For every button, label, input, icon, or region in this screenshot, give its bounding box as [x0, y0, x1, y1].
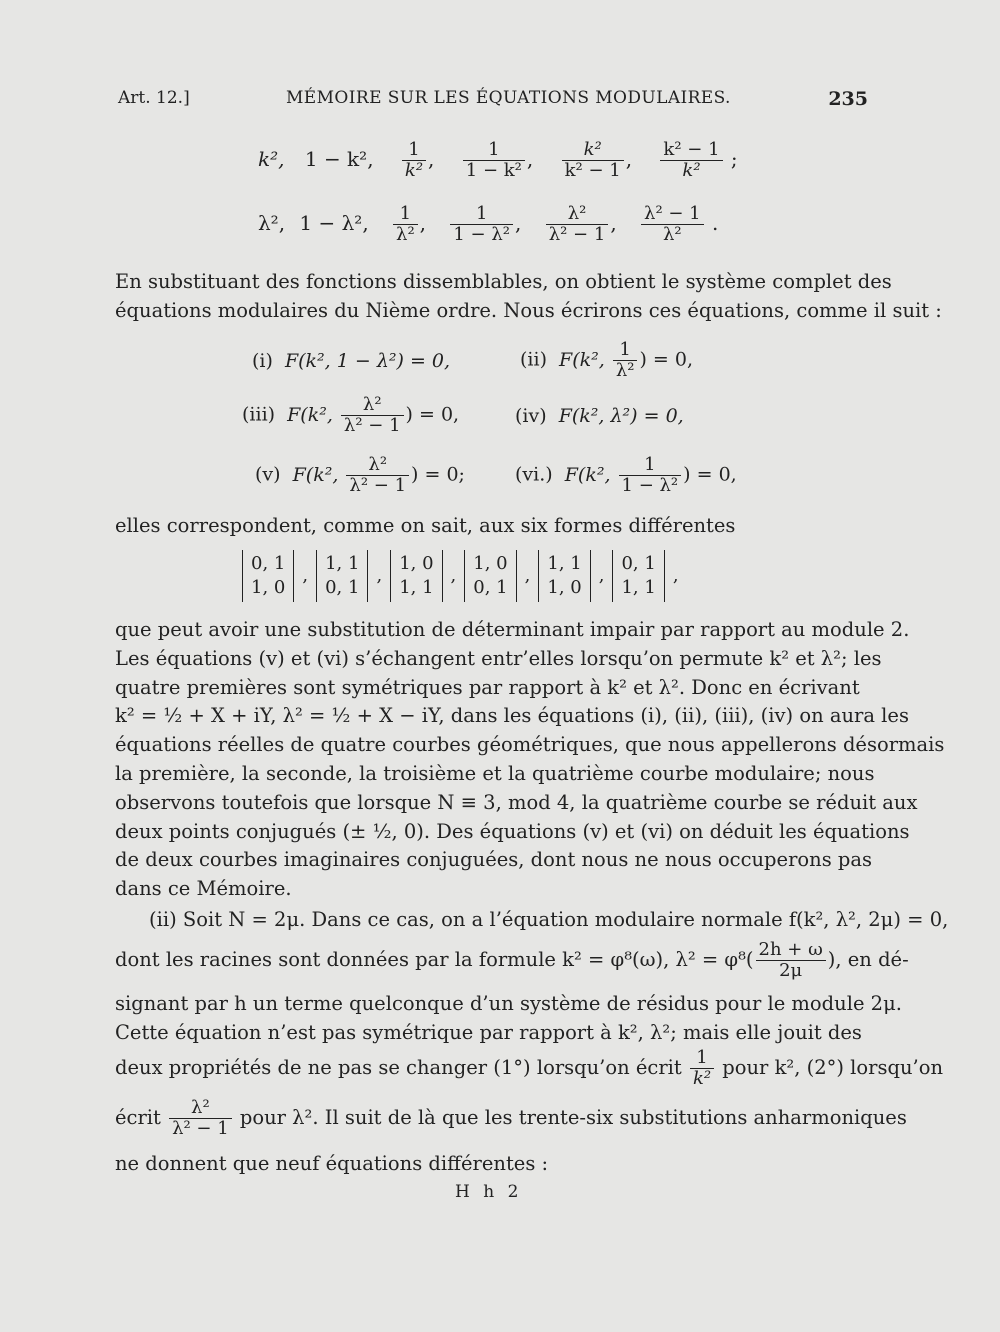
term: 1 − k²,	[304, 147, 380, 171]
matrix: 1, 0 1, 1	[390, 550, 442, 602]
text-line: dans ce Mémoire.	[115, 877, 292, 901]
text-line: k² = ½ + X + iY, λ² = ½ + X − iY, dans les équations (i), (ii), (iii), (iv) on aura les	[115, 704, 909, 728]
text-line: Cette équation n’est pas symétrique par rapport à k², λ²; mais elle jouit des	[115, 1020, 862, 1044]
equation-ii: (ii) F(k², $\frac{1}{\text{λ²}}$ ) = 0,	[520, 339, 694, 381]
punctuation: ;	[730, 147, 738, 171]
paragraph-3	[115, 616, 945, 904]
text-line: (ii) Soit N = 2μ. Dans ce cas, on a l’équation modulaire normale f(k², λ², 2μ) = 0,	[149, 908, 949, 931]
display-row-k: k², 1 − k², $\frac{1}{\text{k²}}$ , $\frac{1}{\text{1 − k²}}$ , $\frac{\text{k²}}{\text{k² − 1}}$ , $\frac{\text{k² − 1}}{\text{k²}}$ ;	[258, 139, 738, 181]
matrix: 1, 1 0, 1	[316, 550, 368, 602]
text-line-with-fraction: écrit $\frac{\text{λ²}}{\text{λ² − 1}}$ pour λ². Il suit de là que les trente-six substitutions anharmoniques	[115, 1097, 907, 1139]
text-line: quatre premières sont symétriques par rapport à k² et λ². Donc en écrivant	[115, 675, 860, 699]
text-line: de deux courbes imaginaires conjuguées, dont nous ne nous occuperons pas	[115, 848, 873, 872]
equation-vi: (vi.) F(k², $\frac{1}{\text{1 − λ²}}$ ) = 0,	[515, 454, 737, 496]
text-line: Les équations (v) et (vi) s’échangent entr’elles lorsqu’on permute k² et λ²; les	[115, 646, 882, 670]
paragraph-4	[115, 906, 949, 935]
fraction: $\frac{\text{k² − 1}}{\text{k²}}$	[660, 140, 722, 181]
fraction: $\frac{\text{λ² − 1}}{\text{λ²}}$	[641, 204, 704, 245]
text-line: deux points conjugués (± ½, 0). Des équations (v) et (vi) on déduit les équations	[115, 819, 910, 843]
text-line: ne donnent que neuf équations différentes :	[115, 1152, 549, 1175]
fraction: $\frac{1}{\text{1 − λ²}}$	[450, 204, 513, 245]
article-reference: Art. 12.]	[118, 88, 190, 108]
term: λ²,	[258, 211, 292, 235]
matrix: 0, 1 1, 1	[612, 550, 664, 602]
paragraph-4-cont	[115, 990, 902, 1048]
page-number: 235	[828, 88, 868, 110]
paragraph-2	[115, 512, 865, 541]
text-line: équations réelles de quatre courbes géométriques, que nous appellerons désormais	[115, 733, 945, 757]
paragraph-4-end	[115, 1150, 865, 1179]
text-line-with-fraction: dont les racines sont données par la formule k² = φ⁸(ω), λ² = φ⁸( $\frac{2h + \omega}{2\mu}$ ), en dé-	[115, 939, 909, 981]
equation-v: (v) F(k², $\frac{\text{λ²}}{\text{λ² − 1}}$ ) = 0;	[255, 454, 465, 496]
term: k²,	[258, 147, 291, 171]
term: 1 − λ²,	[299, 211, 376, 235]
equation-iii: (iii) F(k², $\frac{\text{λ²}}{\text{λ² − 1}}$ ) = 0,	[242, 394, 460, 436]
equation-i: (i) F(k², 1 − λ²) = 0,	[252, 350, 451, 372]
fraction: $\frac{1}{\text{1 − k²}}$	[463, 140, 525, 181]
text-line: elles correspondent, comme on sait, aux six formes différentes	[115, 514, 736, 537]
matrix: 0, 1 1, 0	[242, 550, 294, 602]
signature-mark: H h 2	[455, 1182, 523, 1202]
fraction: $\frac{1}{\text{k²}}$	[402, 140, 426, 181]
text-line: que peut avoir une substitution de déterminant impair par rapport au module 2.	[115, 618, 910, 641]
matrix-row: 0, 1 1, 0,1, 1 0, 1,1, 0 1, 1,1, 0 0, 1,1, 1 1, 0,0, 1 1, 1,	[242, 550, 679, 602]
text-line: équations modulaires du Nième ordre. Nous écrirons ces équations, comme il suit :	[115, 298, 942, 322]
equation-iv: (iv) F(k², λ²) = 0,	[515, 405, 684, 427]
paragraph-1	[115, 268, 942, 326]
matrix: 1, 1 1, 0	[538, 550, 590, 602]
fraction: $\frac{1}{\text{λ²}}$	[393, 204, 418, 245]
text-line: En substituant des fonctions dissemblables, on obtient le système complet des	[115, 270, 892, 293]
fraction: $\frac{\text{λ²}}{\text{λ² − 1}}$	[546, 204, 609, 245]
running-title: MÉMOIRE SUR LES ÉQUATIONS MODULAIRES.	[286, 88, 731, 108]
fraction: $\frac{\text{k²}}{\text{k² − 1}}$	[562, 140, 624, 181]
running-header	[118, 88, 868, 118]
text-line-with-fraction: deux propriétés de ne pas se changer (1°) lorsqu’on écrit $\frac{1}{\text{k²}}$ pour k², (2°) lorsqu’on	[115, 1047, 944, 1089]
punctuation: .	[712, 211, 719, 235]
text-line: signant par h un terme quelconque d’un système de résidus pour le module 2μ.	[115, 992, 902, 1015]
display-row-lambda: λ², 1 − λ², $\frac{1}{\text{λ²}}$ , $\frac{1}{\text{1 − λ²}}$ , $\frac{\text{λ²}}{\text{λ² − 1}}$ , $\frac{\text{λ² − 1}}{\text{λ²}}$ .	[258, 203, 719, 245]
matrix: 1, 0 0, 1	[464, 550, 516, 602]
text-line: la première, la seconde, la troisième et la quatrième courbe modulaire; nous	[115, 761, 875, 785]
text-line: observons toutefois que lorsque N ≡ 3, mod 4, la quatrième courbe se réduit aux	[115, 790, 918, 814]
